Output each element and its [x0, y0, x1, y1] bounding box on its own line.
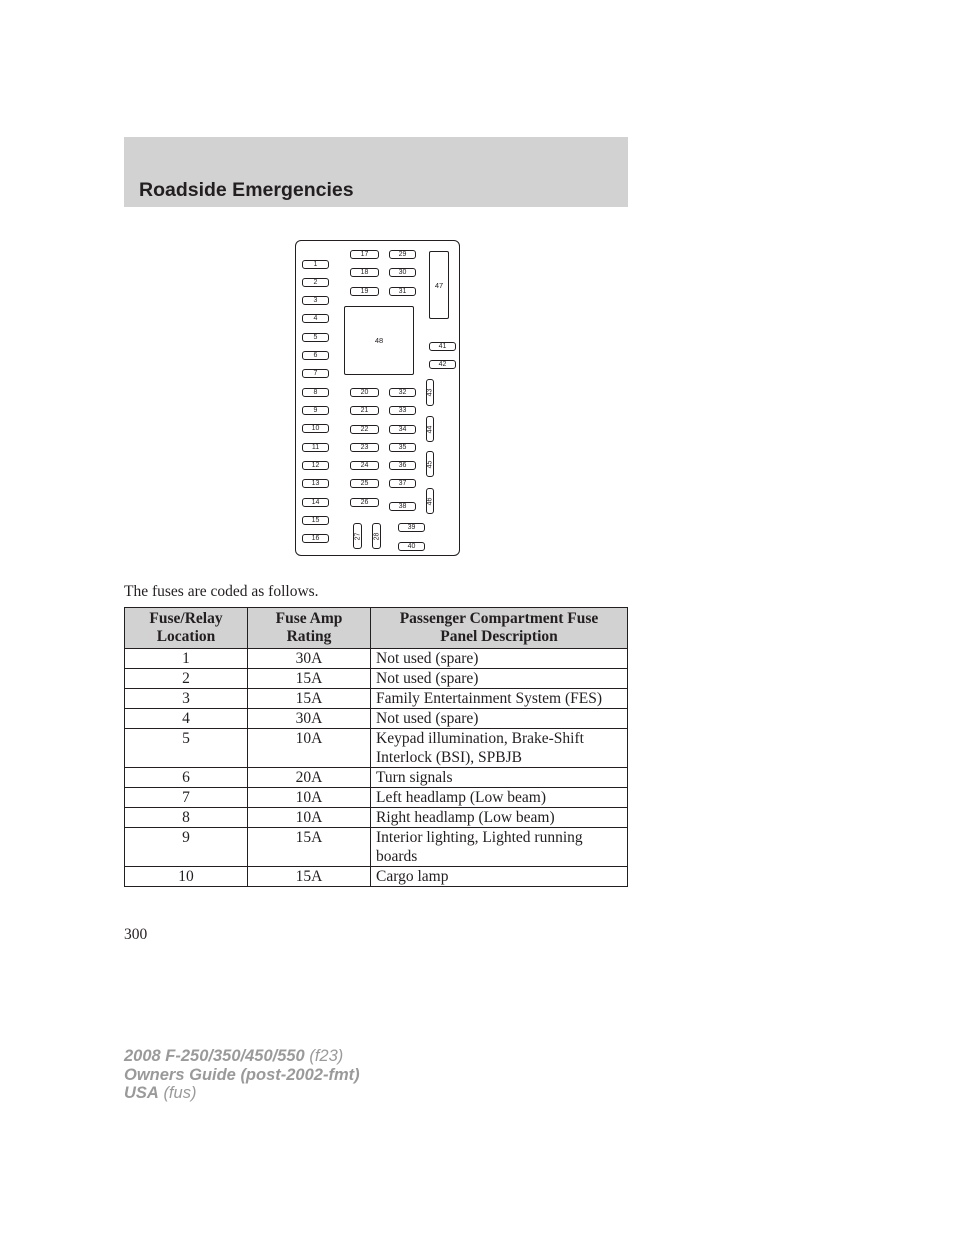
fuse-slot [429, 360, 456, 369]
description-text-line: Left headlamp (Low beam) [376, 789, 546, 806]
fuse-number-label: 22 [360, 425, 369, 433]
fuse-number-label: 35 [398, 443, 407, 451]
fuse-slot [350, 388, 379, 397]
fuse-slot [302, 498, 329, 507]
cell-location: 3 [125, 689, 248, 709]
description-text-line: Keypad illumination, Brake-Shift [376, 730, 584, 747]
fuse-table [124, 607, 628, 887]
cell-rating: 20A [248, 768, 371, 788]
footer-line-market [124, 1084, 360, 1103]
fuse-number-label: 6 [313, 352, 318, 360]
fuse-number-label: 43 [426, 388, 434, 397]
table-row [125, 828, 628, 867]
fuse-number-label: 18 [360, 268, 369, 276]
fuse-slot [389, 406, 416, 415]
table-header [125, 608, 628, 649]
description-text-line: Cargo lamp [376, 868, 449, 885]
column-header-location [125, 608, 248, 649]
fuse-number-label: 17 [360, 250, 369, 258]
description-text-line: Right headlamp (Low beam) [376, 809, 555, 826]
section-header-band [124, 137, 628, 207]
fuse-number-label: 25 [360, 479, 369, 487]
table-row [125, 689, 628, 709]
fuse-slot [302, 516, 329, 525]
page-number: 300 [124, 926, 148, 943]
fuse-slot [389, 287, 416, 296]
fuse-number-label: 19 [360, 287, 369, 295]
fuse-slot [426, 379, 434, 406]
footer-line-model [124, 1047, 360, 1066]
fuse-slot [372, 523, 381, 549]
fuse-slot [302, 296, 329, 305]
fuse-number-label: 4 [313, 315, 318, 323]
fuse-slot [426, 488, 434, 514]
fuse-number-label: 13 [311, 480, 320, 488]
cell-location: 6 [125, 768, 248, 788]
table-row [125, 788, 628, 808]
footer-market-code: (fus) [163, 1084, 197, 1102]
fuse-slot [389, 268, 416, 277]
header-text-line: Panel Description [440, 628, 558, 645]
fuse-number-label: 2 [313, 278, 318, 286]
cell-location: 8 [125, 808, 248, 828]
intro-text: The fuses are coded as follows. [124, 583, 319, 600]
fuse-slot [350, 268, 379, 277]
fuse-slot [302, 351, 329, 360]
cell-location: 7 [125, 788, 248, 808]
fuse-slot [302, 534, 329, 543]
fuse-slot [389, 443, 416, 452]
fuse-number-label: 38 [398, 502, 407, 510]
table-row [125, 768, 628, 788]
fuse-slot [302, 278, 329, 287]
fuse-number-label: 8 [313, 388, 318, 396]
fuse-number-label: 16 [311, 535, 320, 543]
fuse-slot [389, 425, 416, 434]
table-row [125, 808, 628, 828]
cell-description [371, 828, 628, 867]
table-body [125, 649, 628, 887]
fuse-slot [389, 461, 416, 470]
fuse-number-label: 46 [426, 497, 434, 505]
fuse-number-label: 42 [438, 360, 447, 368]
header-text-line: Fuse/Relay [149, 610, 223, 627]
fuse-number-label: 44 [426, 425, 434, 433]
table-row [125, 709, 628, 729]
cell-location: 2 [125, 669, 248, 689]
fuse-slot [302, 388, 329, 397]
fuse-slot [302, 260, 329, 269]
fuse-slot [302, 314, 329, 323]
fuse-number-label: 21 [360, 406, 369, 414]
fuse-slot [350, 425, 379, 434]
fuse-number-label: 14 [311, 498, 320, 506]
fuse-number-label: 3 [313, 297, 318, 305]
fuse-number-label: 30 [398, 268, 407, 276]
fuse-slot [302, 424, 329, 433]
fuse-slot [426, 451, 434, 477]
fuse-slot [389, 479, 416, 488]
column-header-rating [248, 608, 371, 649]
fuse-number-label: 15 [311, 517, 320, 525]
document-footer [124, 1047, 360, 1103]
fuse-number-label: 31 [398, 287, 407, 295]
section-title: Roadside Emergencies [139, 179, 354, 201]
fuse-number-label: 34 [398, 425, 407, 433]
table-header-row [125, 608, 628, 649]
cell-rating: 10A [248, 808, 371, 828]
fuse-slot [350, 250, 379, 259]
fuse-slot [302, 369, 329, 378]
cell-rating: 30A [248, 649, 371, 669]
fuse-number-label: 37 [398, 479, 407, 487]
description-text-line: Turn signals [376, 769, 453, 786]
cell-description [371, 788, 628, 808]
header-text-line: Rating [286, 628, 332, 645]
description-text-line: Interlock (BSI), SPBJB [376, 749, 522, 766]
cell-rating: 15A [248, 669, 371, 689]
fuse-number-label: 11 [311, 443, 320, 451]
fuse-slot [350, 461, 379, 470]
fuse-number-label: 24 [360, 461, 369, 469]
fuse-panel-diagram [295, 240, 460, 556]
footer-guide: Owners Guide (post-2002-fmt) [124, 1065, 360, 1084]
header-text-line: Passenger Compartment Fuse [399, 610, 599, 627]
fuse-number-label: 5 [313, 333, 318, 341]
fuse-number-label: 40 [407, 542, 416, 550]
table-row [125, 867, 628, 887]
description-text-line: Not used (spare) [376, 670, 479, 687]
fuse-number-label: 36 [398, 461, 407, 469]
fuse-number-label: 27 [354, 532, 362, 540]
fuse-slot [350, 406, 379, 415]
cell-location: 9 [125, 828, 248, 867]
footer-line-guide [124, 1066, 360, 1085]
fuse-slot [302, 406, 329, 415]
cell-location: 4 [125, 709, 248, 729]
cell-rating: 15A [248, 828, 371, 867]
fuse-slot [350, 443, 379, 452]
cell-location: 10 [125, 867, 248, 887]
cell-location: 5 [125, 729, 248, 768]
fuse-number-label: 47 [434, 280, 444, 290]
cell-description [371, 867, 628, 887]
fuse-number-label: 33 [398, 406, 407, 414]
table-row [125, 669, 628, 689]
cell-location: 1 [125, 649, 248, 669]
cell-description [371, 709, 628, 729]
description-text-line: Not used (spare) [376, 710, 479, 727]
fuse-slot [350, 479, 379, 488]
fuse-number-label: 7 [313, 370, 318, 378]
fuse-slot [398, 542, 425, 551]
footer-market: USA [124, 1084, 159, 1102]
fuse-number-label: 23 [360, 443, 369, 451]
fuse-number-label: 10 [311, 425, 320, 433]
fuse-number-label: 39 [407, 523, 416, 531]
cell-description [371, 808, 628, 828]
cell-description [371, 768, 628, 788]
cell-description [371, 689, 628, 709]
cell-rating: 10A [248, 729, 371, 768]
description-text-line: Not used (spare) [376, 650, 479, 667]
fuse-slot [389, 502, 416, 511]
fuse-slot [350, 498, 379, 507]
fuse-number-label: 32 [398, 388, 407, 396]
footer-model-code: (f23) [309, 1047, 344, 1065]
footer-model: 2008 F-250/350/450/550 [124, 1047, 305, 1065]
fuse-slot [389, 388, 416, 397]
header-text-line: Fuse Amp [275, 610, 343, 627]
fuse-number-label: 45 [426, 460, 434, 468]
fuse-slot [302, 479, 329, 488]
header-text-line: Location [156, 628, 216, 645]
column-header-description [371, 608, 628, 649]
fuse-slot [302, 461, 329, 470]
fuse-slot [398, 523, 425, 532]
table-row [125, 729, 628, 768]
cell-rating: 10A [248, 788, 371, 808]
relay-slot [429, 251, 449, 319]
description-text-line: Family Entertainment System (FES) [376, 690, 603, 707]
cell-rating: 30A [248, 709, 371, 729]
description-text-line: boards [376, 848, 418, 865]
cell-description [371, 729, 628, 768]
fuse-number-label: 48 [374, 336, 384, 345]
cell-description [371, 669, 628, 689]
fuse-number-label: 41 [438, 342, 447, 350]
fuse-number-label: 29 [398, 250, 407, 258]
fuse-slot [426, 416, 434, 442]
fuse-slot [302, 443, 329, 452]
table-row [125, 649, 628, 669]
fuse-slot [350, 287, 379, 296]
fuse-number-label: 1 [313, 260, 318, 268]
cell-rating: 15A [248, 867, 371, 887]
cell-description [371, 649, 628, 669]
relay-slot [344, 306, 414, 375]
fuse-number-label: 12 [311, 462, 320, 470]
fuse-slot [353, 523, 362, 549]
cell-rating: 15A [248, 689, 371, 709]
fuse-slot [389, 250, 416, 259]
fuse-number-label: 9 [313, 407, 318, 415]
description-text-line: Interior lighting, Lighted running [376, 829, 583, 846]
fuse-slot [302, 333, 329, 342]
fuse-number-label: 26 [360, 498, 369, 506]
fuse-number-label: 28 [373, 532, 381, 540]
fuse-slot [429, 342, 456, 351]
fuse-number-label: 20 [360, 388, 369, 396]
